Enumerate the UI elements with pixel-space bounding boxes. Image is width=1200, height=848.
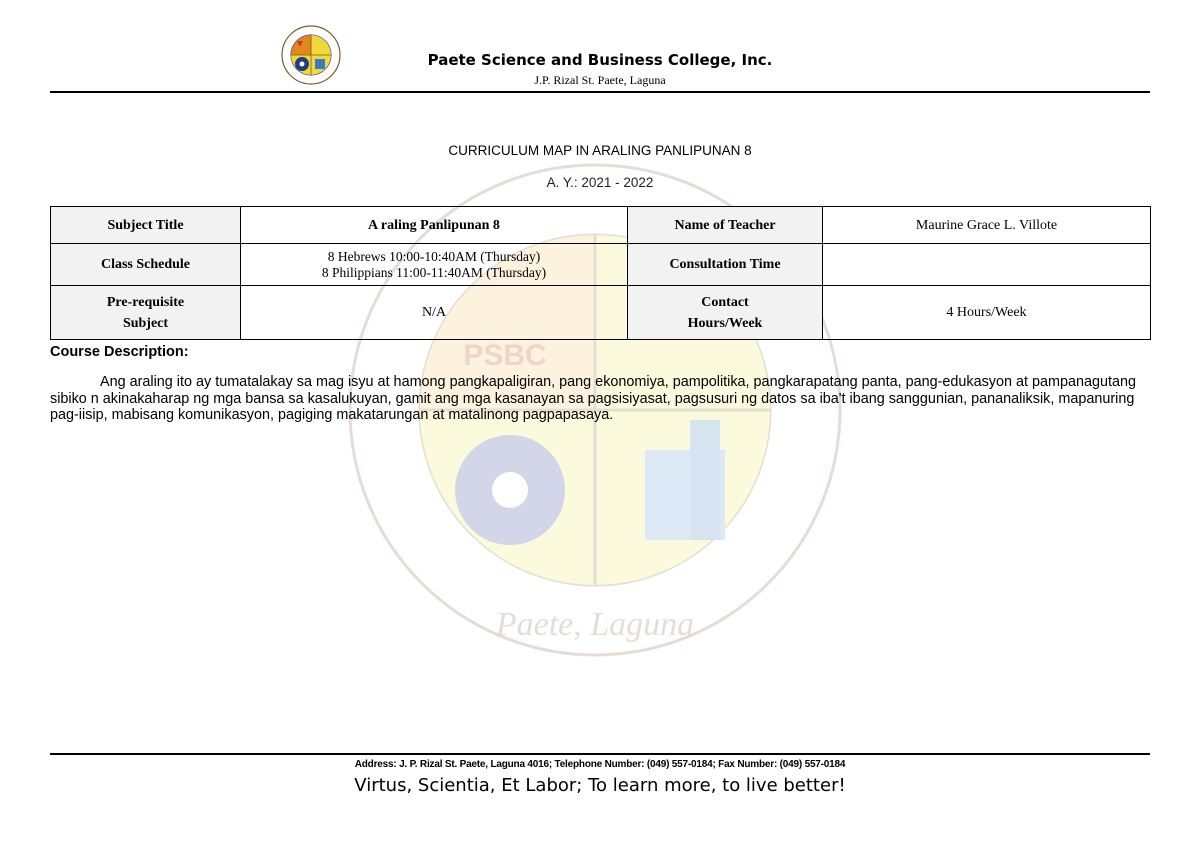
contact-hours-label-line2: Hours/Week [687,315,763,331]
contact-hours-value: 4 Hours/Week [823,286,1151,340]
school-address: J.P. Rizal St. Paete, Laguna [534,73,666,87]
college-logo [281,25,341,85]
watermark-seal-text: PSBC [463,339,547,372]
footer-address: Address: J. P. Rizal St. Paete, Laguna 4016; Telephone Number: (049) 557-0184; Fax Number: (049) 557-0184 [354,759,846,770]
consultation-time-label: Consultation Time [628,244,823,286]
class-schedule-value [241,244,628,286]
course-description-heading: Course Description: [50,344,189,360]
subject-info-table [50,206,1151,340]
table-row [51,207,1151,244]
prerequisite-label-line1: Pre-requisite [106,294,185,310]
subject-title-label: Subject Title [51,207,241,244]
document-title: CURRICULUM MAP IN ARALING PANLIPUNAN 8 [448,143,752,158]
course-description-body: Ang araling ito ay tumatalakay sa mag isyu at hamong pangkapaligiran, pang ekonomiya, pampolitika, pangkarapatang panta, pang-edukasyon at pampanagutang sibiko n akinakaharap ng mga bansa sa kasalukuyan, gamit ang mga kasanayan sa pagsisiyasat, pagsusuri ng datos sa iba't ibang sanggunian, pananaliksik, mapanuring pag-iisip, mabisang komunikasyon, pagiging makatarungan at matalinong pagpapasaya. [50,374,1137,423]
prerequisite-value: N/A [241,286,628,340]
prerequisite-label [51,286,241,340]
header-rule [50,91,1150,93]
teacher-value: Maurine Grace L. Villote [823,207,1151,244]
school-name: Paete Science and Business College, Inc. [427,51,773,69]
table-row [51,244,1151,286]
subject-title-value: A raling Panlipunan 8 [241,207,628,244]
footer-motto: Virtus, Scientia, Et Labor; To learn more, to live better! [354,775,846,796]
class-schedule-label: Class Schedule [51,244,241,286]
schedule-line-philippians: 8 Philippians 11:00-11:40AM (Thursday) [321,264,547,280]
table-row [51,286,1151,340]
prerequisite-label-line2: Subject [122,315,169,331]
teacher-label: Name of Teacher [628,207,823,244]
consultation-time-value [823,244,1151,286]
watermark-location-text: Paete, Laguna [495,606,695,643]
schedule-line-hebrews: 8 Hebrews 10:00-10:40AM (Thursday) [327,248,541,264]
academic-year: A. Y.: 2021 - 2022 [546,175,654,190]
contact-hours-label-line1: Contact [701,294,749,310]
footer-rule [50,753,1150,755]
contact-hours-label [628,286,823,340]
